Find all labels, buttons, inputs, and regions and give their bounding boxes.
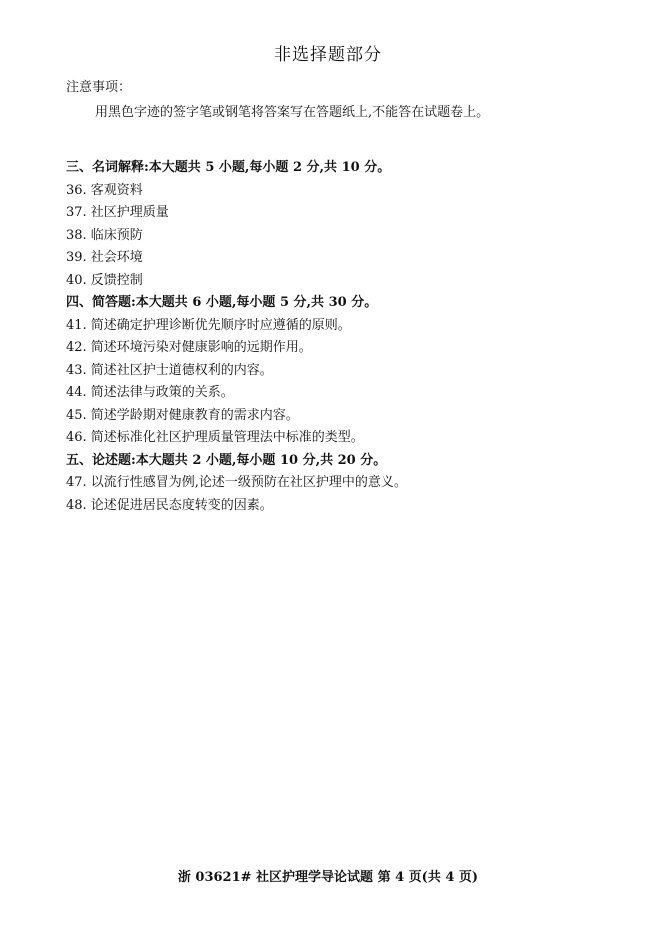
question-number: 39. [66,250,87,265]
question-number: 47. [66,475,87,490]
notice-text: 用黑色字迹的签字笔或钢笔将答案写在答题纸上,不能答在试题卷上。 [95,105,490,120]
question-text: 反馈控制 [90,272,143,288]
question-number: 40. [66,272,87,288]
question-item [66,337,626,360]
question-item [66,382,626,405]
question-item [66,247,626,270]
question-number: 43. [66,362,87,378]
question-text: 简述社区护士道德权利的内容。 [90,362,273,378]
question-text: 简述环境污染对健康影响的远期作用。 [90,340,312,355]
question-number: 48. [66,497,87,513]
question-text: 客观资料 [90,182,143,198]
question-text: 简述标准化社区护理质量管理法中标准的类型。 [90,430,364,445]
question-text: 社会环境 [90,250,143,265]
question-text: 论述促进居民态度转变的因素。 [90,497,273,513]
question-item [66,495,626,518]
question-item [66,270,626,293]
notice-heading: 注意事项： [66,80,132,95]
question-text: 以流行性感冒为例,论述一级预防在社区护理中的意义。 [90,475,407,490]
page-title: 非选择题部分 [274,45,382,65]
question-text: 简述确定护理诊断优先顺序时应遵循的原则。 [90,317,351,333]
question-number: 45. [66,407,87,423]
question-number: 42. [66,340,87,355]
question-item [66,315,626,338]
page-footer: 浙 03621# 社区护理学导论试题 第 4 页(共 4 页) [177,870,479,885]
question-item [66,472,626,495]
question-item [66,360,626,383]
question-number: 36. [66,182,87,198]
question-item [66,427,626,450]
question-item [66,180,626,203]
section-heading-short-answer: 四、简答题:本大题共 6 小题,每小题 5 分,共 30 分。 [66,295,378,310]
section-heading-definitions: 三、名词解释:本大题共 5 小题,每小题 2 分,共 10 分。 [66,160,391,175]
question-number: 37. [66,205,87,220]
section-heading-essay: 五、论述题:本大题共 2 小题,每小题 10 分,共 20 分。 [66,452,387,468]
question-item [66,405,626,428]
question-number: 41. [66,317,87,333]
question-text: 临床预防 [90,227,143,243]
question-text: 社区护理质量 [90,205,169,220]
question-item [66,225,626,248]
question-text: 简述学龄期对健康教育的需求内容。 [90,407,299,423]
question-item [66,202,626,225]
question-number: 44. [66,385,87,400]
question-number: 46. [66,430,87,445]
question-list [66,157,626,517]
question-text: 简述法律与政策的关系。 [90,385,234,400]
question-number: 38. [66,227,87,243]
